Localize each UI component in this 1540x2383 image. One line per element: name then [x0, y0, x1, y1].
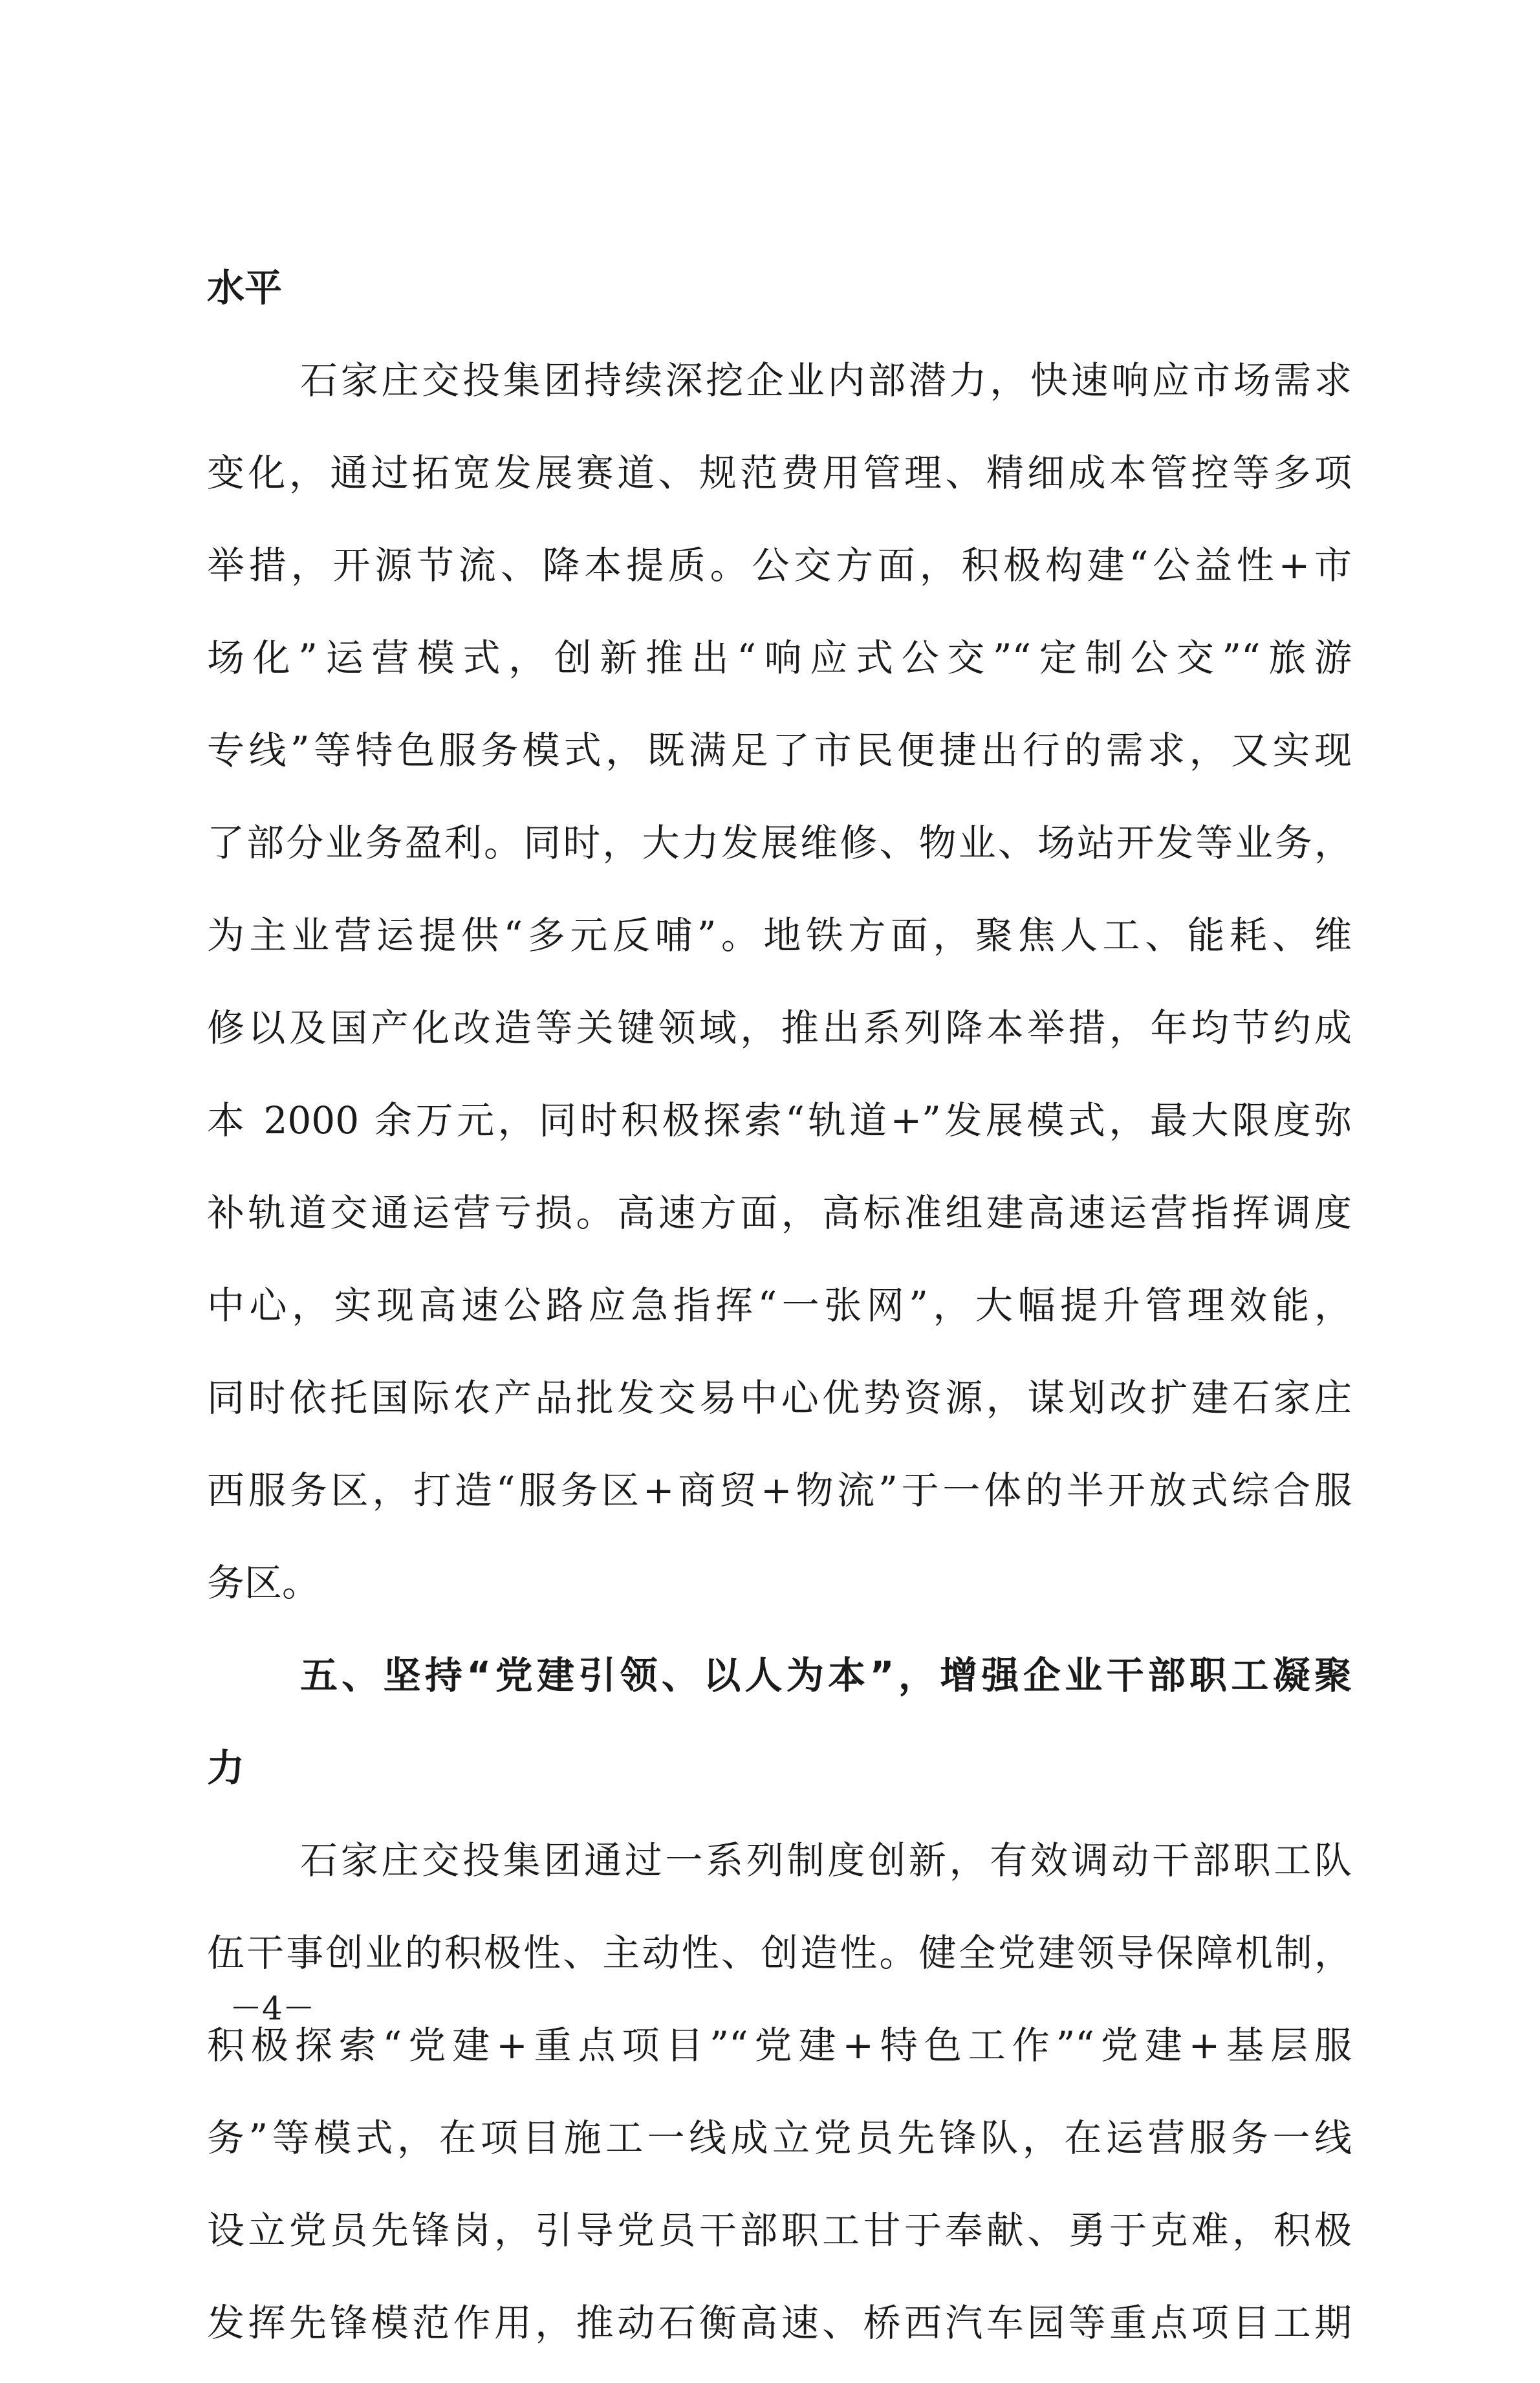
paragraph-line: 为主业营运提供“多元反哺”。地铁方面，聚焦人工、能耗、维	[207, 913, 1352, 957]
document-page	[207, 256, 1352, 2383]
paragraph-line: 举措，开源节流、降本提质。公交方面，积极构建“公益性+市	[207, 543, 1352, 587]
paragraph-line: 同时依托国际农产品批发交易中心优势资源，谋划改扩建石家庄	[207, 1376, 1352, 1420]
paragraph-line: 变化，通过拓宽发展赛道、规范费用管理、精细成本管控等多项	[207, 451, 1352, 495]
paragraph-line: 场化”运营模式，创新推出“响应式公交”“定制公交”“旅游	[207, 636, 1352, 680]
paragraph-line: 积极探索“党建+重点项目”“党建+特色工作”“党建+基层服	[207, 2023, 1352, 2067]
page-number: －4－	[230, 1990, 315, 2027]
paragraph-line: 中心，实现高速公路应急指挥“一张网”，大幅提升管理效能，	[207, 1283, 1352, 1327]
paragraph-line: 修以及国产化改造等关键领域，推出系列降本举措，年均节约成	[207, 1006, 1352, 1050]
paragraph-party-building	[207, 1828, 1352, 2383]
section-five-title: 五、坚持“党建引领、以人为本”，增强企业干部职工凝聚	[300, 1653, 1352, 1697]
paragraph-line: 石家庄交投集团通过一系列制度创新，有效调动干部职工队	[300, 1838, 1352, 1882]
paragraph-line: 了部分业务盈利。同时，大力发展维修、物业、场站开发等业务，	[207, 821, 1352, 865]
paragraph-line: 发挥先锋模范作用，推动石衡高速、桥西汽车园等重点项目工期	[207, 2301, 1352, 2345]
paragraph-line: 务”等模式，在项目施工一线成立党员先锋队，在运营服务一线	[207, 2116, 1352, 2160]
paragraph-line: 专线”等特色服务模式，既满足了市民便捷出行的需求，又实现	[207, 728, 1352, 772]
paragraph-line: 伍干事创业的积极性、主动性、创造性。健全党建领导保障机制，	[207, 1931, 1352, 1975]
section-five-title-continuation: 力	[207, 1746, 245, 1790]
paragraph-cost-control	[207, 348, 1352, 1643]
paragraph-line: 西服务区，打造“服务区+商贸+物流”于一体的半开放式综合服	[207, 1468, 1352, 1512]
paragraph-line: 石家庄交投集团持续深挖企业内部潜力，快速响应市场需求	[300, 358, 1352, 402]
paragraph-line: 设立党员先锋岗，引导党员干部职工甘于奉献、勇于克难，积极	[207, 2208, 1352, 2252]
paragraph-line: 本 2000 余万元，同时积极探索“轨道+”发展模式，最大限度弥	[207, 1098, 1352, 1142]
section-title-continuation: 水平	[207, 266, 283, 310]
paragraph-line: 务区。	[207, 1561, 320, 1605]
paragraph-line: 补轨道交通运营亏损。高速方面，高标准组建高速运营指挥调度	[207, 1191, 1352, 1235]
